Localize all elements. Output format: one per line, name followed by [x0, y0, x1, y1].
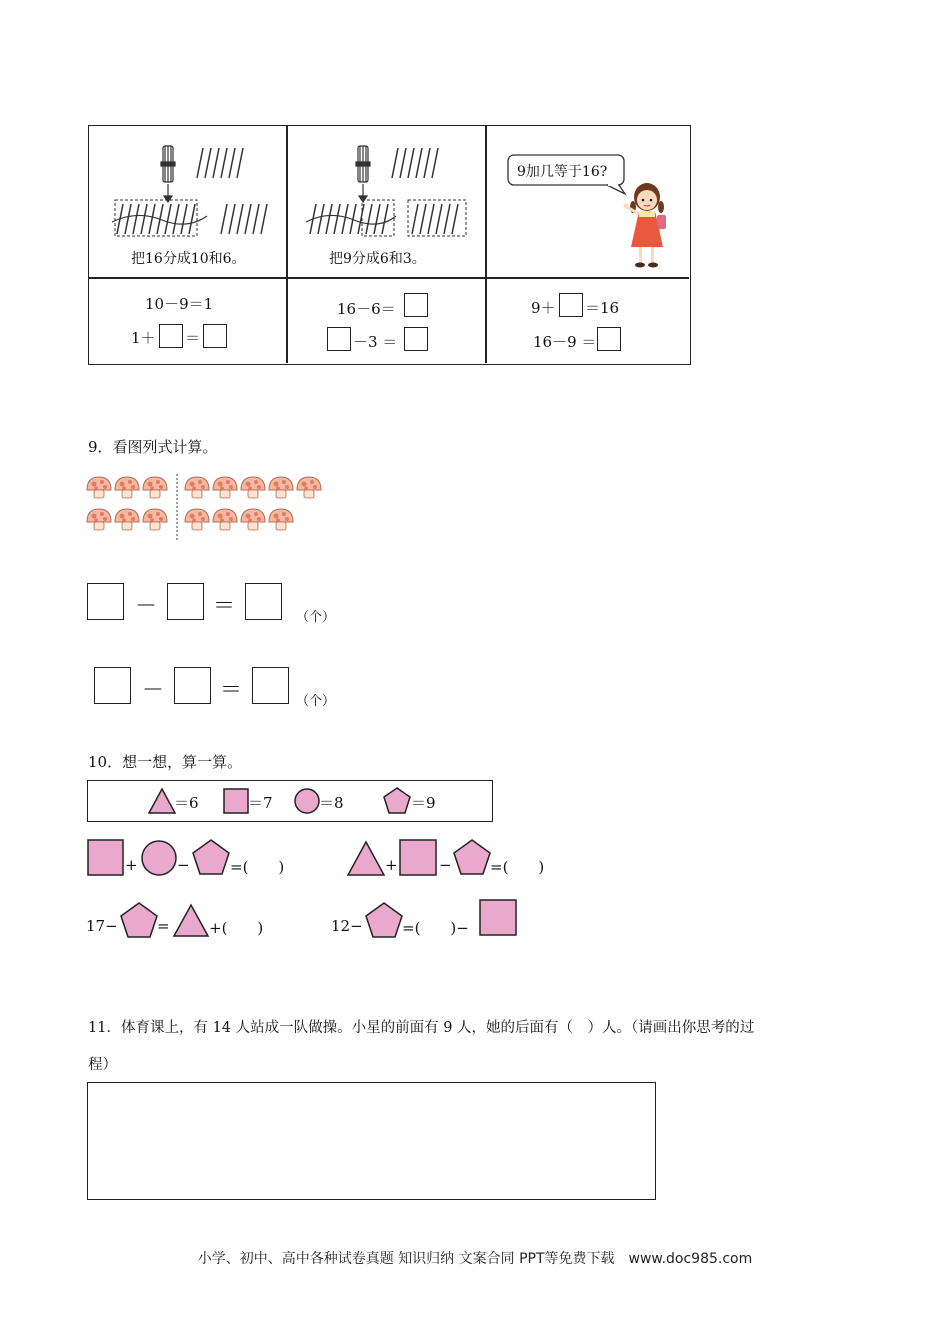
- answer-box[interactable]: [327, 327, 351, 351]
- answer-box[interactable]: [167, 583, 204, 620]
- mushroom-icon: [297, 477, 321, 498]
- answer-box[interactable]: [203, 324, 227, 348]
- answer-box[interactable]: [252, 667, 289, 704]
- sticks-split-6-3-illustration: [304, 140, 479, 240]
- legend-pentagon-value: ＝9: [411, 794, 436, 812]
- col1-eq2-b: ＝: [185, 329, 201, 347]
- plus-sign: +: [385, 856, 398, 874]
- equals-sign: =: [157, 917, 170, 935]
- mushroom-icon: [143, 509, 167, 530]
- circle-icon: [139, 838, 179, 878]
- question-9-title: 9．看图列式计算。: [88, 438, 218, 456]
- mushroom-row-1: [87, 477, 321, 498]
- col3-eq1-b: ＝16: [585, 299, 620, 317]
- pentagon-icon: [452, 838, 492, 878]
- minus-sign: −: [439, 856, 452, 874]
- answer-box[interactable]: [174, 667, 211, 704]
- mushroom-icon: [185, 509, 209, 530]
- minus-sign: －: [135, 594, 158, 619]
- legend-circle-value: ＝8: [319, 794, 344, 812]
- answer-blank[interactable]: =( ): [230, 858, 285, 876]
- question-11-line2: 程）: [88, 1057, 117, 1073]
- mushroom-icon: [241, 477, 265, 498]
- page-footer: 小学、初中、高中各种试卷真题 知识归纳 文案合同 PPT等免费下载 www.doc985.com: [197, 1251, 753, 1267]
- legend-triangle-value: ＝6: [174, 794, 199, 812]
- mushroom-icon: [115, 477, 139, 498]
- answer-box[interactable]: [159, 324, 183, 348]
- sticks-icon: [197, 148, 243, 178]
- mushroom-icon: [185, 477, 209, 498]
- col2-eq1: 16－6＝: [337, 300, 396, 318]
- triangle-icon: [346, 840, 386, 878]
- legend-square-value: ＝7: [248, 794, 273, 812]
- girl-illustration: [621, 181, 677, 271]
- minus-sign: −: [177, 856, 190, 874]
- drawing-answer-area[interactable]: [87, 1082, 656, 1200]
- answer-box[interactable]: [404, 327, 428, 351]
- mushroom-icon: [269, 477, 293, 498]
- square-icon: [86, 838, 126, 878]
- speech-text: 9加几等于16?: [517, 164, 608, 180]
- cell2-caption: 把9分成6和3。: [329, 251, 426, 267]
- equals-sign: ＝: [213, 594, 236, 619]
- col1-eq1: 10－9＝1: [145, 295, 214, 313]
- square-icon: [478, 898, 518, 938]
- mushroom-icon: [115, 509, 139, 530]
- mushroom-row-2: [87, 509, 293, 530]
- triangle-icon: [147, 787, 177, 815]
- answer-blank[interactable]: +( ): [209, 919, 264, 937]
- mushroom-icon: [213, 477, 237, 498]
- equals-sign: ＝: [220, 678, 243, 703]
- mushroom-groups: [86, 470, 336, 542]
- square-icon: [222, 787, 250, 815]
- pentagon-icon: [364, 901, 404, 941]
- mushroom-icon: [269, 509, 293, 530]
- unit-label: （个）: [296, 694, 336, 709]
- question-10-title: 10．想一想，算一算。: [88, 753, 243, 771]
- answer-box[interactable]: [559, 293, 583, 317]
- pentagon-icon: [191, 838, 231, 878]
- square-icon: [398, 838, 438, 878]
- col3-eq1-a: 9＋: [531, 299, 556, 317]
- triangle-icon: [171, 903, 211, 939]
- stick-bundle-icon: [161, 146, 175, 202]
- expr4-head: 12−: [331, 917, 363, 935]
- answer-box[interactable]: [94, 667, 131, 704]
- minus-sign: －: [142, 678, 165, 703]
- number-split-table: [88, 125, 691, 365]
- plus-sign: +: [125, 856, 138, 874]
- mushroom-icon: [87, 477, 111, 498]
- mushroom-icon: [213, 509, 237, 530]
- answer-box[interactable]: [245, 583, 282, 620]
- mushroom-icon: [241, 509, 265, 530]
- answer-blank[interactable]: =( ): [490, 858, 545, 876]
- col1-eq2-a: 1＋: [131, 329, 156, 347]
- expr3-head: 17−: [86, 917, 118, 935]
- answer-blank[interactable]: =( )−: [402, 919, 469, 937]
- question-11-line1: 11．体育课上，有 14 人站成一队做操。小星的前面有 9 人，她的后面有（ ）人。（请画出你思考的过: [88, 1020, 755, 1036]
- col3-eq2: 16－9 ＝: [533, 333, 597, 351]
- stick-bundle-icon: [356, 146, 370, 202]
- mushroom-icon: [143, 477, 167, 498]
- answer-box[interactable]: [87, 583, 124, 620]
- circle-icon: [293, 787, 321, 815]
- pentagon-icon: [119, 901, 159, 941]
- mushroom-icon: [87, 509, 111, 530]
- sticks-icon: [392, 148, 438, 178]
- pentagon-icon: [382, 786, 412, 816]
- sticks-split-10-6-illustration: [107, 140, 277, 240]
- answer-box[interactable]: [597, 327, 621, 351]
- unit-label: （个）: [296, 610, 336, 625]
- answer-box[interactable]: [404, 293, 428, 317]
- col2-eq2: －3 ＝: [353, 333, 398, 351]
- cell1-caption: 把16分成10和6。: [131, 251, 246, 267]
